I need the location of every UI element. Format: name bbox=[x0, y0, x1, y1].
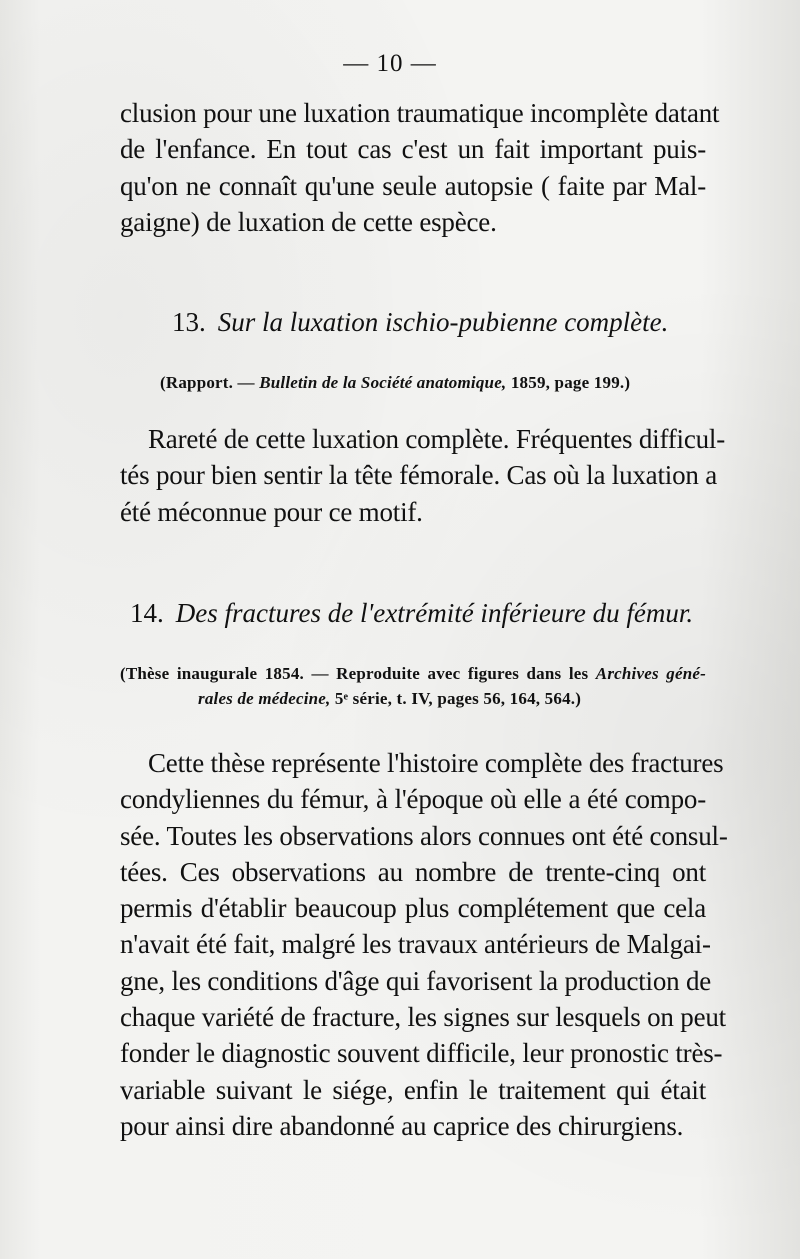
text-line: gaigne) de luxation de cette espèce. bbox=[120, 206, 497, 237]
section-number: 13. bbox=[172, 307, 206, 337]
reference-journal: rales de médecine, bbox=[198, 689, 331, 708]
section-13-reference bbox=[160, 370, 700, 395]
section-14-body bbox=[120, 745, 728, 1144]
section-14-reference bbox=[120, 661, 706, 711]
reference-text: (Thèse inaugurale 1854. — Reproduite avec figures dans les bbox=[120, 664, 596, 683]
text-line: fonder le diagnostic souvent difficile, leur pronostic très- bbox=[120, 1038, 723, 1069]
reference-suffix: 1859, page 199.) bbox=[506, 373, 631, 392]
text-line: Rareté de cette luxation complète. Fréquentes difficul- bbox=[148, 424, 726, 454]
section-14-heading bbox=[130, 598, 693, 629]
reference-journal: Bulletin de la Société anatomique, bbox=[259, 373, 507, 392]
section-title: Des fractures de l'extrémité inférieure du fémur. bbox=[175, 598, 694, 628]
text-line: chaque variété de fracture, les signes sur lesquels on peut bbox=[120, 1002, 726, 1033]
text-line: qu'on ne connaît qu'une seule autopsie ( faite par Mal- bbox=[120, 170, 706, 201]
text-line: sée. Toutes les observations alors connues ont été consul- bbox=[120, 820, 728, 851]
reference-text: 5ᵉ série, t. IV, pages 56, 164, 564.) bbox=[330, 689, 582, 708]
text-line: pour ainsi dire abandonné au caprice des chirurgiens. bbox=[120, 1110, 684, 1141]
section-number: 14. bbox=[130, 598, 164, 628]
text-line: tées. Ces observations au nombre de trente-cinq ont bbox=[120, 856, 706, 887]
text-line: été méconnue pour ce motif. bbox=[120, 496, 423, 527]
text-line: Cette thèse représente l'histoire complète des fractures bbox=[148, 748, 724, 778]
reference-journal: Archives géné- bbox=[595, 664, 706, 683]
section-13-heading bbox=[172, 307, 668, 338]
text-line: n'avait été fait, malgré les travaux antérieurs de Malgai- bbox=[120, 929, 711, 960]
text-line: gne, les conditions d'âge qui favorisent la production de bbox=[120, 965, 712, 996]
text-line: permis d'établir beaucoup plus complétement que cela bbox=[120, 893, 706, 924]
reference-prefix: (Rapport. — bbox=[160, 373, 260, 392]
text-line: clusion pour une luxation traumatique incomplète datant bbox=[120, 98, 720, 128]
page-number: — 10 — bbox=[343, 50, 437, 77]
section-title: Sur la luxation ischio-pubienne complète. bbox=[217, 307, 669, 337]
paragraph-continuation bbox=[120, 95, 720, 240]
text-line: variable suivant le siége, enfin le traitement qui était bbox=[120, 1074, 706, 1105]
text-line: condyliennes du fémur, à l'époque où elle a été compo- bbox=[120, 784, 706, 815]
text-line: de l'enfance. En tout cas c'est un fait important puis- bbox=[120, 134, 706, 165]
text-line: tés pour bien sentir la tête fémorale. Cas où la luxation a bbox=[120, 460, 718, 491]
reference-line bbox=[120, 686, 706, 711]
reference-line bbox=[120, 661, 706, 686]
section-13-body bbox=[120, 421, 726, 530]
